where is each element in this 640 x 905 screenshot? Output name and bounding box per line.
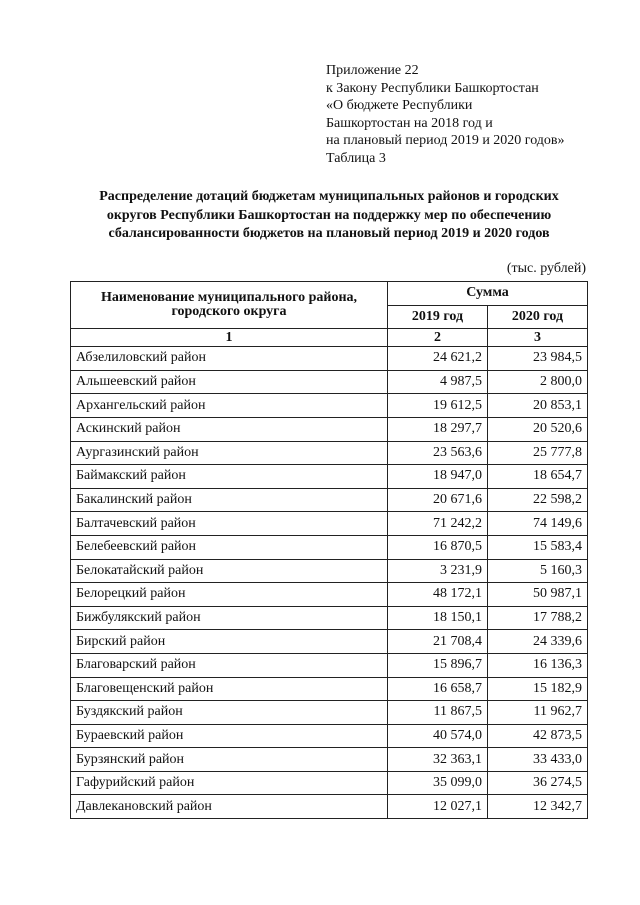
column-number: 1 (71, 329, 388, 347)
amount-2019-cell: 4 987,5 (388, 370, 488, 394)
table-header (71, 282, 588, 347)
amount-2019-cell: 19 612,5 (388, 394, 488, 418)
table-row (71, 653, 588, 677)
header-sum: Сумма (388, 282, 588, 306)
district-name-cell: Баймакский район (71, 465, 388, 489)
table-row (71, 441, 588, 465)
amount-2019-cell: 12 027,1 (388, 795, 488, 819)
appendix-line: Башкортостан на 2018 год и (326, 115, 493, 131)
amount-2019-cell: 18 150,1 (388, 606, 488, 630)
table-row (71, 748, 588, 772)
amount-2019-cell: 32 363,1 (388, 748, 488, 772)
amount-2019-cell: 16 658,7 (388, 677, 488, 701)
table-row (71, 771, 588, 795)
district-name-cell: Аскинский район (71, 417, 388, 441)
table-row (71, 465, 588, 489)
table-row (71, 795, 588, 819)
table-row (71, 370, 588, 394)
district-name-cell: Благоварский район (71, 653, 388, 677)
district-name-cell: Бирский район (71, 630, 388, 654)
table-row (71, 417, 588, 441)
table-row (71, 583, 588, 607)
table-row (71, 701, 588, 725)
amount-2020-cell: 23 984,5 (488, 347, 588, 371)
table-row (71, 535, 588, 559)
amount-2019-cell: 35 099,0 (388, 771, 488, 795)
table-row (71, 347, 588, 371)
table-row (71, 606, 588, 630)
appendix-line: к Закону Республики Башкортостан (326, 80, 539, 96)
title-line: округов Республики Башкортостан на поддержку мер по обеспечению (106, 207, 552, 223)
amount-2020-cell: 50 987,1 (488, 583, 588, 607)
district-name-cell: Бураевский район (71, 724, 388, 748)
amount-2020-cell: 42 873,5 (488, 724, 588, 748)
header-year-2019: 2019 год (388, 305, 488, 329)
amount-2020-cell: 16 136,3 (488, 653, 588, 677)
amount-2020-cell: 33 433,0 (488, 748, 588, 772)
amount-2019-cell: 18 297,7 (388, 417, 488, 441)
district-name-cell: Белокатайский район (71, 559, 388, 583)
district-name-cell: Гафурийский район (71, 771, 388, 795)
amount-2019-cell: 15 896,7 (388, 653, 488, 677)
amount-2020-cell: 17 788,2 (488, 606, 588, 630)
amount-2020-cell: 12 342,7 (488, 795, 588, 819)
amount-2019-cell: 71 242,2 (388, 512, 488, 536)
column-number: 2 (388, 329, 488, 347)
table-row (71, 559, 588, 583)
amount-2020-cell: 2 800,0 (488, 370, 588, 394)
appendix-line: Приложение 22 (326, 63, 419, 78)
district-name-cell: Балтачевский район (71, 512, 388, 536)
table-row (71, 512, 588, 536)
amount-2019-cell: 23 563,6 (388, 441, 488, 465)
amount-2020-cell: 24 339,6 (488, 630, 588, 654)
amount-2020-cell: 15 182,9 (488, 677, 588, 701)
district-name-cell: Благовещенский район (71, 677, 388, 701)
amount-2019-cell: 24 621,2 (388, 347, 488, 371)
header-year-2020: 2020 год (488, 305, 588, 329)
table-row (71, 394, 588, 418)
district-name-cell: Буздякский район (71, 701, 388, 725)
amount-2019-cell: 40 574,0 (388, 724, 488, 748)
district-name-cell: Абзелиловский район (71, 347, 388, 371)
district-name-cell: Давлекановский район (71, 795, 388, 819)
district-name-cell: Бурзянский район (71, 748, 388, 772)
district-name-cell: Бакалинский район (71, 488, 388, 512)
table-row (71, 488, 588, 512)
district-name-cell: Белорецкий район (71, 583, 388, 607)
unit-note: (тыс. рублей) (506, 261, 586, 276)
appendix-line: «О бюджете Республики (326, 98, 473, 113)
amount-2020-cell: 22 598,2 (488, 488, 588, 512)
amount-2019-cell: 20 671,6 (388, 488, 488, 512)
header-name: Наименование муниципального района, городского округа (71, 282, 388, 329)
table-row (71, 630, 588, 654)
amount-2019-cell: 16 870,5 (388, 535, 488, 559)
title-line: сбалансированности бюджетов на плановый период 2019 и 2020 годов (108, 226, 550, 241)
title-line: Распределение дотаций бюджетам муниципальных районов и городских (99, 189, 559, 204)
amount-2020-cell: 36 274,5 (488, 771, 588, 795)
district-name-cell: Аургазинский район (71, 441, 388, 465)
subsidies-table (70, 281, 588, 819)
amount-2020-cell: 18 654,7 (488, 465, 588, 489)
table-row (71, 677, 588, 701)
amount-2019-cell: 11 867,5 (388, 701, 488, 725)
district-name-cell: Альшеевский район (71, 370, 388, 394)
amount-2020-cell: 15 583,4 (488, 535, 588, 559)
amount-2019-cell: 21 708,4 (388, 630, 488, 654)
amount-2020-cell: 74 149,6 (488, 512, 588, 536)
amount-2020-cell: 20 853,1 (488, 394, 588, 418)
amount-2020-cell: 25 777,8 (488, 441, 588, 465)
amount-2020-cell: 20 520,6 (488, 417, 588, 441)
amount-2019-cell: 48 172,1 (388, 583, 488, 607)
district-name-cell: Белебеевский район (71, 535, 388, 559)
table-row (71, 724, 588, 748)
appendix-reference (326, 62, 565, 167)
amount-2019-cell: 3 231,9 (388, 559, 488, 583)
amount-2020-cell: 5 160,3 (488, 559, 588, 583)
district-name-cell: Бижбулякский район (71, 606, 388, 630)
appendix-line: Таблица 3 (326, 150, 386, 166)
table-body (71, 347, 588, 819)
amount-2020-cell: 11 962,7 (488, 701, 588, 725)
appendix-line: на плановый период 2019 и 2020 годов» (326, 133, 565, 148)
amount-2019-cell: 18 947,0 (388, 465, 488, 489)
document-title (70, 188, 588, 244)
district-name-cell: Архангельский район (71, 394, 388, 418)
column-number: 3 (488, 329, 588, 347)
